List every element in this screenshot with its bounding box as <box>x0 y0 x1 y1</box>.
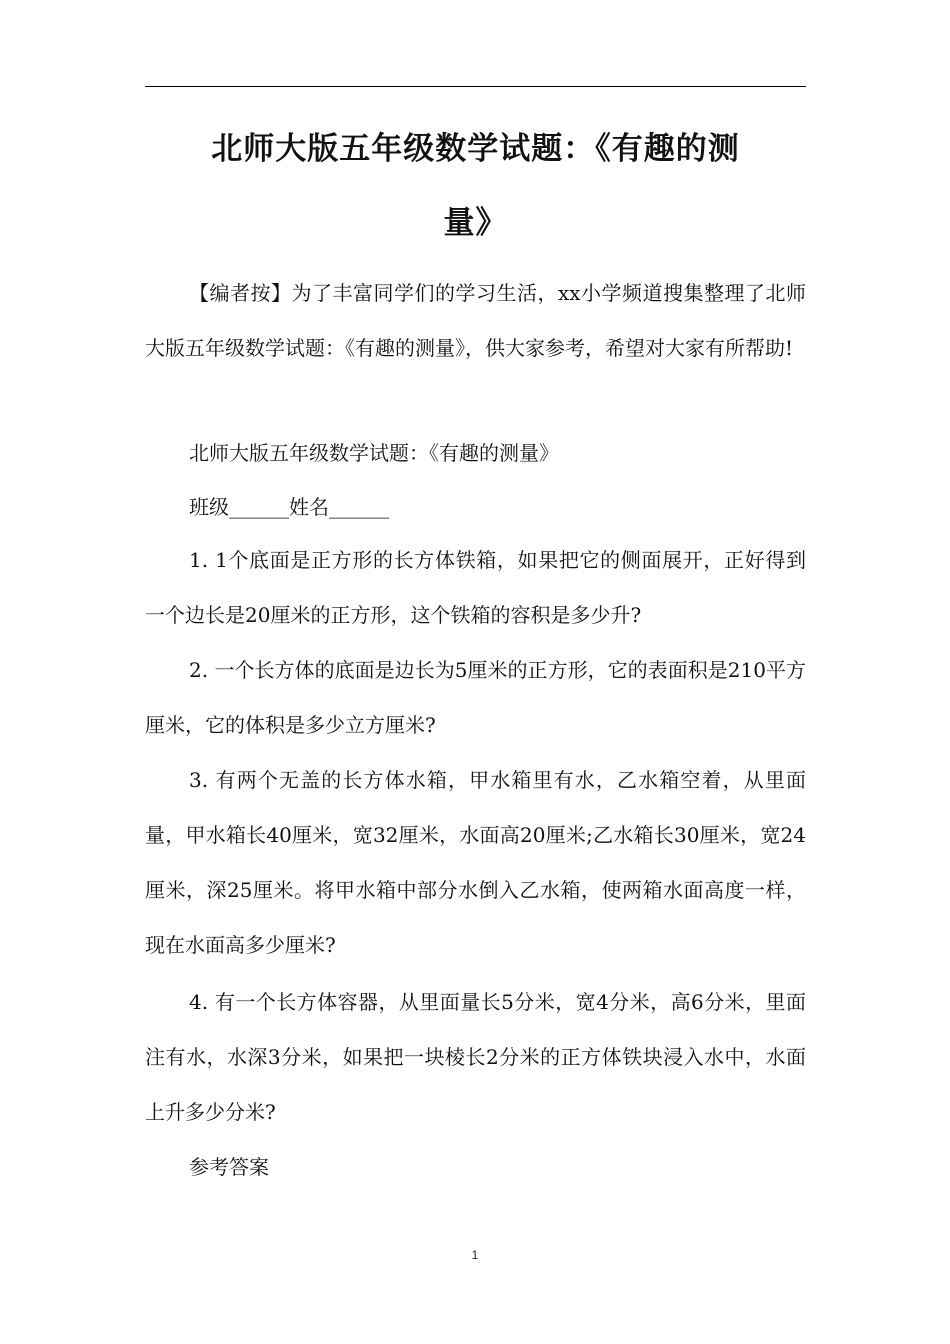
class-name-line: 班级______姓名______ <box>189 495 389 519</box>
section-subtitle: 北师大版五年级数学试题：《有趣的测量》 <box>189 441 559 465</box>
question-3: 3. 有两个无盖的长方体水箱，甲水箱里有水，乙水箱空着，从里面量，甲水箱长40厘米，宽32厘米，水面高20厘米;乙水箱长30厘米，宽24厘米，深25厘米。将甲水箱中部分水倒入乙水箱，使两箱水面高度一样，现在水面高多少厘米? <box>145 768 806 957</box>
title-line-1: 北师大版五年级数学试题：《有趣的测 <box>211 131 740 167</box>
document-title <box>145 112 806 260</box>
editor-note: 【编者按】为了丰富同学们的学习生活，xx小学频道搜集整理了北师大版五年级数学试题：《有趣的测量》，供大家参考，希望对大家有所帮助! <box>145 281 806 360</box>
question-4: 4. 有一个长方体容器，从里面量长5分米，宽4分米，高6分米，里面注有水，水深3分米，如果把一块棱长2分米的正方体铁块浸入水中，水面上升多少分米? <box>145 990 806 1124</box>
question-1: 1. 1个底面是正方形的长方体铁箱，如果把它的侧面展开，正好得到一个边长是20厘米的正方形，这个铁箱的容积是多少升? <box>145 548 806 627</box>
answer-heading: 参考答案 <box>189 1155 269 1179</box>
header-rule <box>145 86 806 87</box>
question-2: 2. 一个长方体的底面是边长为5厘米的正方形，它的表面积是210平方厘米，它的体积是多少立方厘米? <box>145 658 806 737</box>
page-number: 1 <box>471 1248 479 1262</box>
title-line-2: 量》 <box>443 205 508 241</box>
